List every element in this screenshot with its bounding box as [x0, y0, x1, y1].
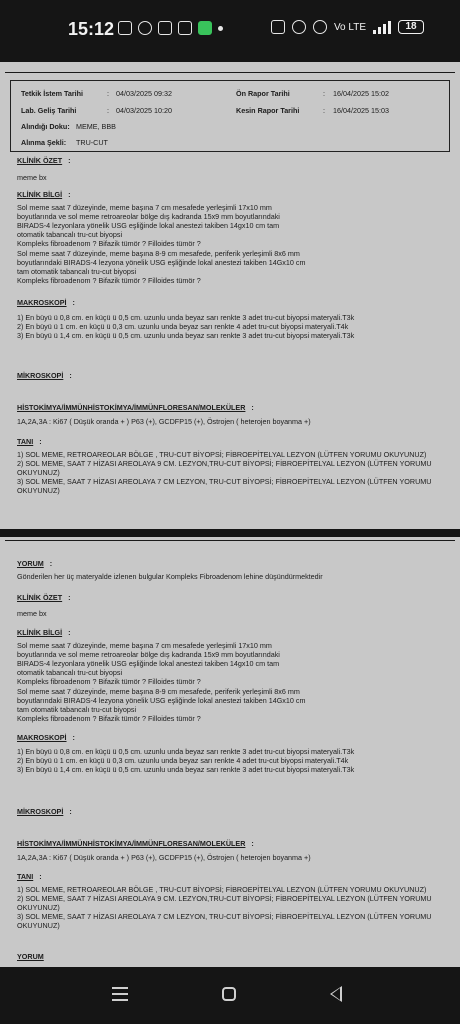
section-title: HİSTOKİMYA/İMMÜNHİSTOKİMYA/İMMÜNFLORESAN/MOLEKÜLER	[17, 839, 246, 848]
recent-apps-icon[interactable]	[112, 987, 128, 1005]
doku-label: Alındığı Doku:	[21, 122, 70, 131]
section-title: YORUM	[17, 559, 44, 568]
report-page-1[interactable]	[0, 62, 460, 529]
klinik-bilgi-section	[17, 628, 448, 723]
back-icon[interactable]	[330, 986, 342, 1002]
tetkik-label: Tetkik İstem Tarihi	[21, 89, 84, 98]
wechat-icon	[198, 21, 212, 35]
colon: :	[72, 298, 75, 307]
colon: :	[107, 89, 109, 98]
report-header-box	[10, 80, 450, 152]
colon: :	[69, 371, 72, 380]
text-line: boyutlarında ve sol meme retroareolar bölge dış kadranda 15x9 mm boyutlarındaki	[17, 212, 280, 222]
text-line: otomatik tabancalı tru-cut biyopsi	[17, 668, 123, 678]
alarm-icon	[292, 20, 306, 34]
lab-value: 04/03/2025 10:20	[116, 106, 172, 115]
page-gap	[0, 529, 460, 537]
colon: :	[251, 839, 254, 848]
lab-label: Lab. Geliş Tarihi	[21, 106, 77, 115]
colon: :	[68, 593, 71, 602]
text-line: 3) En büyü ü 1,4 cm. en küçü ü 0,5 cm. uzunlu unda beyaz sarı renkte 3 adet tru-cut biyopsi materyali.T3k	[17, 765, 355, 775]
home-icon[interactable]	[222, 987, 236, 1001]
doku-value: MEME, BBB	[76, 122, 116, 131]
colon: :	[251, 403, 254, 412]
tani-section	[17, 437, 448, 496]
status-bar	[0, 0, 460, 62]
text-line: boyutlarındaki BIRADS-4 lezyona yönelik USG eşliğinde lokal anestezi takiben 14Gx10 cm	[17, 257, 306, 267]
report-page-2[interactable]	[0, 537, 460, 967]
text-line: BIRADS-4 lezyonlara yönelik USG eşliğinde lokal anestezi takiben 14gx10 cm tam	[17, 221, 280, 231]
kesin-label: Kesin Rapor Tarihi	[236, 106, 300, 115]
klinik-ozet-text: meme bx	[17, 609, 47, 619]
yorum-section	[17, 559, 448, 581]
text-line: Kompleks fibroadenom ? Bifazik tümör ? Filloides tümör ?	[17, 239, 201, 249]
page-divider	[5, 72, 455, 73]
onrapor-value: 16/04/2025 15:02	[333, 89, 389, 98]
kesin-value: 16/04/2025 15:03	[333, 106, 389, 115]
colon: :	[39, 437, 42, 446]
text-line: BIRADS-4 lezyonlara yönelik USG eşliğinde lokal anestezi takiben 14gx10 cm tam	[17, 659, 280, 669]
text-line: Kompleks fibroadenom ? Bifazik tümör ? Filloides tümör ?	[17, 677, 201, 687]
section-title: YORUM	[17, 952, 44, 961]
klinik-ozet-text: meme bx	[17, 173, 47, 183]
mikroskopi-section	[17, 807, 448, 816]
notification-app-icon	[118, 21, 132, 35]
text-line: Kompleks fibroadenom ? Bifazik tümör ? Filloides tümör ?	[17, 275, 201, 285]
system-icons	[271, 20, 424, 34]
colon: :	[49, 559, 53, 568]
text-line: tam otomatik tabancalı tru-cut biyopsi	[17, 704, 137, 714]
makroskopi-section	[17, 733, 448, 774]
alinma-value: TRU-CUT	[76, 138, 108, 147]
colon: :	[68, 628, 71, 637]
mikroskopi-section	[17, 371, 448, 380]
histo-section	[17, 839, 448, 862]
signal-icon	[373, 21, 391, 34]
battery-icon: 18	[398, 20, 424, 34]
colon: :	[69, 807, 72, 816]
section-title: TANI	[17, 437, 34, 446]
text-line: 1) En büyü ü 0,8 cm. en küçü ü 0,5 cm. uzunlu unda beyaz sarı renkte 3 adet tru-cut biyopsi materyali.T3k	[17, 747, 355, 757]
section-title: KLİNİK ÖZET	[17, 593, 63, 602]
histo-section	[17, 403, 448, 426]
colon: :	[323, 106, 325, 115]
colon: :	[72, 733, 75, 742]
network-label: Vo LTE	[333, 21, 366, 33]
colon: :	[39, 872, 42, 881]
text-line: Sol meme saat 7 düzeyinde, meme başına 7 cm mesafede yerleşimli 17x10 mm	[17, 203, 272, 213]
snapchat-icon	[138, 21, 152, 35]
page-divider	[5, 540, 455, 541]
tetkik-value: 04/03/2025 09:32	[116, 89, 172, 98]
text-line: boyutlarındaki BIRADS-4 lezyona yönelik USG eşliğinde lokal anestezi takiben 14Gx10 cm	[17, 695, 306, 705]
text-line: 1) SOL MEME, RETROAREOLAR BÖLGE , TRU-CUT BİYOPSİ; FİBROEPİTELYAL LEZYON (LÜTFEN YORUMU OKUYUNUZ)	[17, 450, 427, 460]
text-line: Sol meme saat 7 düzeyinde, meme başına 8-9 cm mesafede, periferik yerleşimli 8x6 mm	[17, 686, 300, 696]
text-line: 2) En büyü ü 1 cm. en küçü ü 0,3 cm. uzunlu unda beyaz sarı renkte 4 adet tru-cut biyopsi materyali.T4k	[17, 756, 349, 766]
text-line: 2) SOL MEME, SAAT 7 HİZASI AREOLAYA 9 CM. LEZYON,TRU-CUT BİYOPSİ; FİBROEPİTELYAL LEZYON (LÜTFEN YORUMU OKUYUNUZ)	[17, 894, 432, 913]
text-line: 2) SOL MEME, SAAT 7 HİZASI AREOLAYA 9 CM. LEZYON,TRU-CUT BİYOPSİ; FİBROEPİTELYAL LEZYON (LÜTFEN YORUMU OKUYUNUZ)	[17, 459, 432, 478]
section-title: MİKROSKOPİ	[17, 807, 64, 816]
klinik-ozet-section	[17, 156, 448, 182]
text-line: 1) SOL MEME, RETROAREOLAR BÖLGE , TRU-CUT BİYOPSİ; FİBROEPİTELYAL LEZYON (LÜTFEN YORUMU OKUYUNUZ)	[17, 885, 427, 895]
makroskopi-section	[17, 298, 448, 340]
gallery-icon	[178, 21, 192, 35]
section-title: HİSTOKİMYA/İMMÜNHİSTOKİMYA/İMMÜNFLORESAN/MOLEKÜLER	[17, 403, 246, 412]
text-line: 3) SOL MEME, SAAT 7 HİZASI AREOLAYA 7 CM LEZYON, TRU-CUT BİYOPSİ; FİBROEPİTELYAL LEZYON (LÜTFEN YORUMU OKUYUNUZ)	[17, 477, 432, 496]
colon: :	[68, 156, 71, 165]
colon: :	[323, 89, 325, 98]
klinik-bilgi-section	[17, 190, 448, 285]
text-line: boyutlarında ve sol meme retroareolar bölge dış kadranda 15x9 mm boyutlarındaki	[17, 650, 280, 660]
text-line: 2) En büyü ü 1 cm. en küçü ü 0,3 cm. uzunlu unda beyaz sarı renkte 4 adet tru-cut biyopsi materyali.T4k	[17, 322, 349, 332]
tani-section	[17, 872, 448, 931]
colon: :	[107, 106, 109, 115]
klinik-ozet-section	[17, 593, 448, 618]
yorum-section-cut	[17, 952, 448, 961]
section-title: KLİNİK BİLGİ	[17, 190, 63, 199]
notification-icons	[118, 21, 223, 35]
section-title: KLİNİK ÖZET	[17, 156, 63, 165]
text-line: 3) En büyü ü 1,4 cm. en küçü ü 0,5 cm. uzunlu unda beyaz sarı renkte 3 adet tru-cut biyopsi materyali.T3k	[17, 331, 355, 341]
text-line: Kompleks fibroadenom ? Bifazik tümör ? Filloides tümör ?	[17, 713, 201, 723]
more-notifications-icon	[218, 26, 223, 31]
section-title: MAKROSKOPİ	[17, 298, 67, 307]
navigation-bar	[0, 967, 460, 1024]
onrapor-label: Ön Rapor Tarihi	[236, 89, 290, 98]
nfc-icon	[271, 20, 285, 34]
section-title: TANI	[17, 872, 34, 881]
histo-text: 1A,2A,3A : Ki67 ( Düşük oranda + ) P63 (+), GCDFP15 (+), Östrojen ( heterojen boyanma +)	[17, 417, 311, 427]
histo-text: 1A,2A,3A : Ki67 ( Düşük oranda + ) P63 (+), GCDFP15 (+), Östrojen ( heterojen boyanma +)	[17, 853, 311, 863]
alinma-label: Alınma Şekli:	[21, 138, 67, 147]
text-line: 3) SOL MEME, SAAT 7 HİZASI AREOLAYA 7 CM LEZYON, TRU-CUT BİYOPSİ; FİBROEPİTELYAL LEZYON (LÜTFEN YORUMU OKUYUNUZ)	[17, 912, 432, 931]
colon: :	[68, 190, 71, 199]
instagram-icon	[158, 21, 172, 35]
section-title: KLİNİK BİLGİ	[17, 628, 63, 637]
status-time: 15:12	[68, 19, 115, 39]
text-line: tam otomatik tabancalı tru-cut biyopsi	[17, 266, 137, 276]
section-title: MAKROSKOPİ	[17, 733, 67, 742]
text-line: 1) En büyü ü 0,8 cm. en küçü ü 0,5 cm. uzunlu unda beyaz sarı renkte 3 adet tru-cut biyopsi materyali.T3k	[17, 313, 355, 323]
yorum-text: Gönderilen her üç materyalde izlenen bulgular Kompleks Fibroadenom lehine düşündürmektedir	[17, 572, 323, 582]
text-line: Sol meme saat 7 düzeyinde, meme başına 8-9 cm mesafede, periferik yerleşimli 8x6 mm	[17, 248, 300, 258]
text-line: otomatik tabancalı tru-cut biyopsi	[17, 230, 123, 240]
wifi-icon	[313, 20, 327, 34]
section-title: MİKROSKOPİ	[17, 371, 64, 380]
text-line: Sol meme saat 7 düzeyinde, meme başına 7 cm mesafede yerleşimli 17x10 mm	[17, 641, 272, 651]
